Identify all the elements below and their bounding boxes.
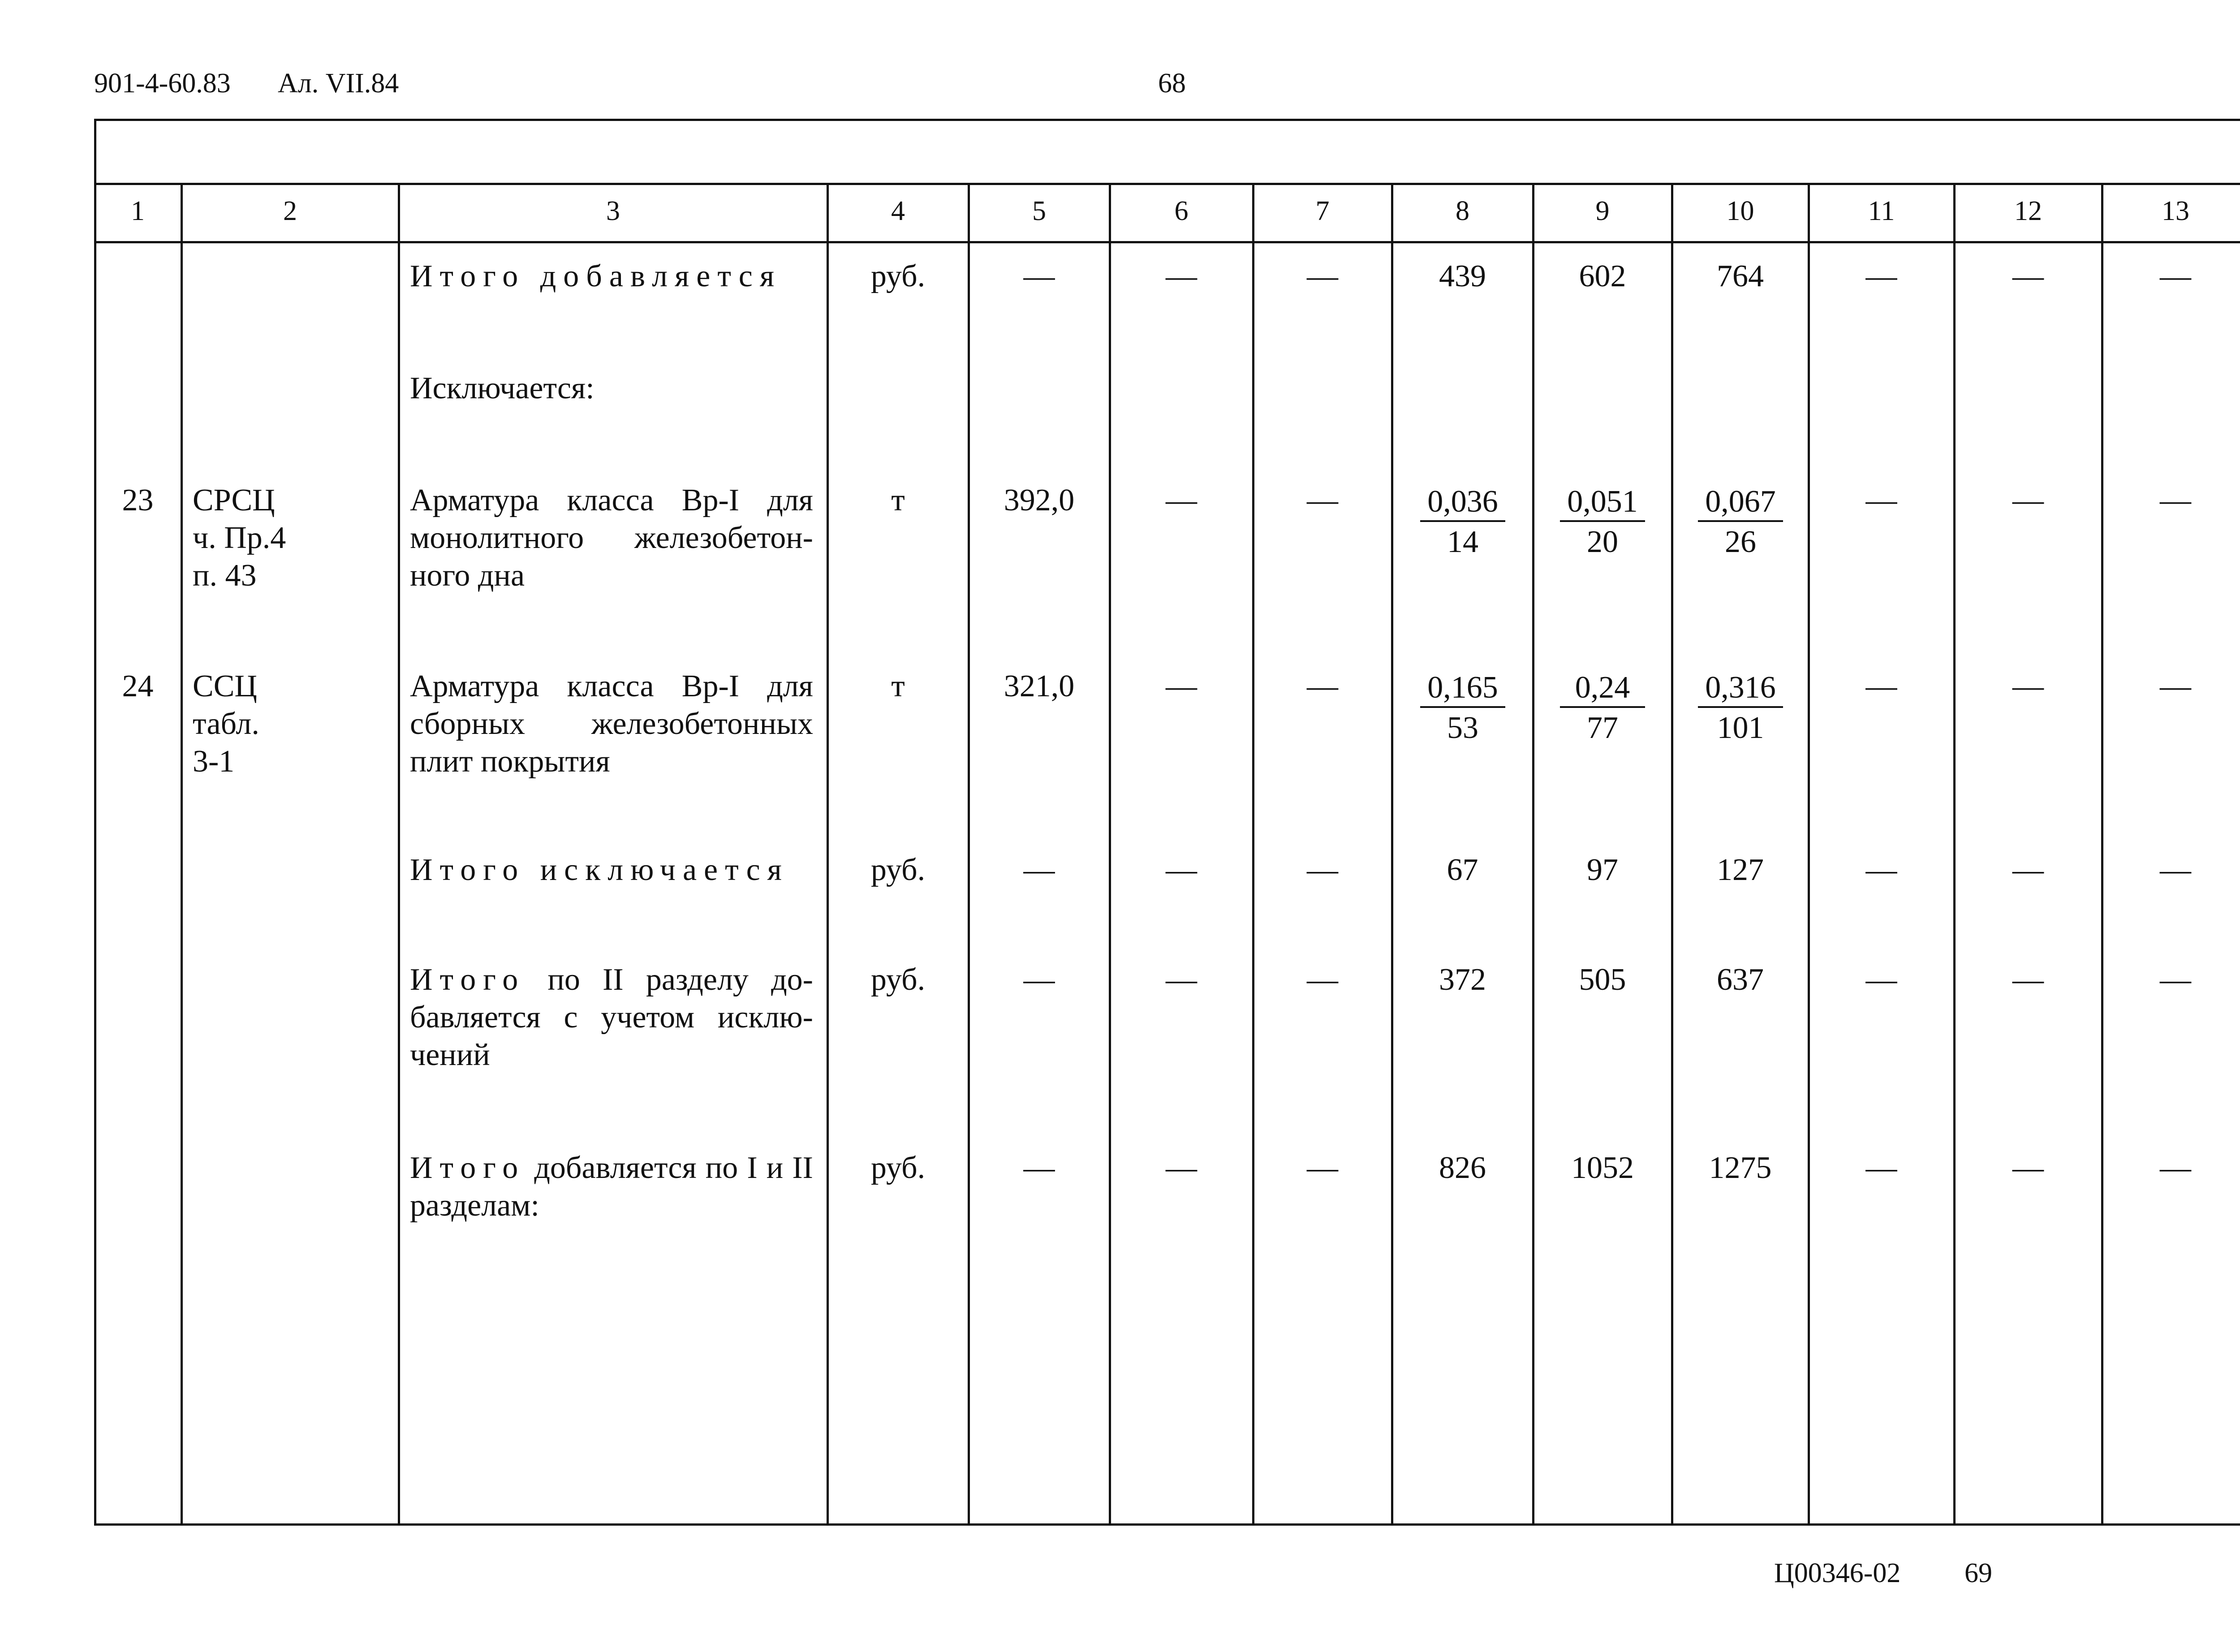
value-cell: — (1307, 853, 1338, 887)
description-rest: добавляется по I и II разделам: (410, 1151, 813, 1223)
value-cell: — (1166, 962, 1197, 997)
source-reference: 3-1 (193, 744, 235, 779)
fraction-numerator: 0,24 (1575, 670, 1630, 705)
value-cell: — (2012, 1151, 2044, 1185)
value-cell: — (1865, 962, 1897, 997)
total-word: Итого (410, 1151, 526, 1185)
value-cell: — (2160, 853, 2191, 887)
row-number: 24 (122, 669, 154, 703)
row-description: Арматура класса Вр-I для сборных железобетонных плит покрытия (410, 669, 813, 779)
fraction-numerator: 0,165 (1427, 670, 1498, 705)
total-word: Итого (410, 962, 526, 997)
source-reference: ч. Пр.4 (193, 521, 286, 555)
value-cell: — (1023, 962, 1055, 997)
value-cell: 67 (1447, 853, 1478, 887)
value-cell: 637 (1717, 962, 1764, 997)
column-number: 8 (1456, 196, 1469, 226)
fraction-numerator: 0,067 (1705, 484, 1776, 519)
value-cell: — (1166, 853, 1197, 887)
row-number: 23 (122, 483, 154, 518)
page-number: 68 (1158, 68, 1186, 99)
unit-cell: руб. (870, 1151, 926, 1185)
column-number: 11 (1868, 196, 1895, 226)
column-number: 3 (606, 196, 620, 226)
description-rest: по II разделу до- бавляется с учетом исклю- чений (410, 962, 813, 1072)
value-cell: — (2160, 1151, 2191, 1185)
column-number: 7 (1315, 196, 1330, 226)
column-number: 4 (891, 196, 905, 226)
value-cell: 127 (1717, 853, 1764, 887)
value-cell: — (2160, 483, 2191, 518)
fraction-denominator: 26 (1725, 525, 1756, 559)
column-number: 10 (1726, 196, 1754, 226)
column-number: 13 (2162, 196, 2189, 226)
column-number: 6 (1174, 196, 1189, 226)
row-description: Итого исключается (410, 853, 789, 887)
col-divider (398, 183, 400, 1526)
value-cell: — (2160, 962, 2191, 997)
fraction-denominator: 77 (1587, 711, 1618, 745)
value-cell: — (1865, 669, 1897, 703)
fraction-numerator: 0,051 (1567, 484, 1638, 519)
value-cell: — (2012, 259, 2044, 293)
row-description (410, 961, 813, 1074)
value-cell: 602 (1579, 259, 1626, 293)
fraction-denominator: 14 (1447, 525, 1478, 559)
unit-cell: руб. (870, 962, 926, 997)
value-cell: 826 (1439, 1151, 1486, 1185)
fraction-value (1696, 486, 1785, 558)
value-cell: — (1865, 1151, 1897, 1185)
source-reference: СРСЦ (193, 483, 275, 518)
value-cell: — (2012, 853, 2044, 887)
fraction-denominator: 53 (1447, 711, 1478, 745)
column-number: 1 (131, 196, 145, 226)
value-cell: — (2012, 483, 2044, 518)
value-cell: 439 (1439, 259, 1486, 293)
table-rule-top (94, 183, 2240, 185)
value-cell: — (1307, 962, 1338, 997)
unit-cell: руб. (870, 853, 926, 887)
fraction-value (1418, 672, 1508, 744)
fraction-value (1696, 672, 1785, 744)
column-number: 2 (283, 196, 297, 226)
value-cell: — (1307, 483, 1338, 518)
album-ref: Ал. VII.84 (278, 68, 399, 99)
column-number: 12 (2014, 196, 2042, 226)
value-cell: — (1865, 259, 1897, 293)
value-cell: — (1865, 483, 1897, 518)
row-description: Арматура класса Вр-I для монолитного железобетон- ного дна (410, 483, 813, 593)
fraction-value (1558, 672, 1647, 744)
table-rule-header (94, 241, 2240, 243)
fraction-denominator: 101 (1717, 711, 1764, 745)
value-cell: — (1023, 259, 1055, 293)
unit-cell: т (891, 669, 905, 703)
row-description (410, 1149, 813, 1225)
value-cell: — (1166, 669, 1197, 703)
fraction-numerator: 0,316 (1705, 670, 1776, 705)
value-cell: — (2160, 669, 2191, 703)
value-cell: — (1307, 669, 1338, 703)
footer-code: Ц00346-02 (1774, 1558, 1901, 1588)
value-cell: 505 (1579, 962, 1626, 997)
value-cell: — (2012, 962, 2044, 997)
unit-cell: т (891, 483, 905, 518)
column-number: 5 (1032, 196, 1046, 226)
row-description: Итого добавляется (410, 259, 782, 293)
column-number: 9 (1595, 196, 1610, 226)
table-frame (94, 119, 2240, 1526)
footer-page-number: 69 (1964, 1558, 1992, 1588)
doc-code: 901-4-60.83 (94, 68, 231, 99)
value-cell: — (1023, 1151, 1055, 1185)
value-cell: — (2012, 669, 2044, 703)
fraction-value (1418, 486, 1508, 558)
value-cell: — (1307, 259, 1338, 293)
value-cell: 372 (1439, 962, 1486, 997)
value-cell: — (1166, 1151, 1197, 1185)
col-divider (181, 183, 183, 1526)
value-cell: 321,0 (1004, 669, 1075, 703)
source-reference: п. 43 (193, 558, 257, 593)
value-cell: — (1166, 483, 1197, 518)
fraction-denominator: 20 (1587, 525, 1618, 559)
source-reference: ССЦ (193, 669, 257, 703)
value-cell: 392,0 (1004, 483, 1075, 518)
source-reference: табл. (193, 707, 259, 741)
value-cell: — (1023, 853, 1055, 887)
section-heading-excluded: Исключается: (410, 371, 594, 405)
value-cell: 97 (1587, 853, 1618, 887)
value-cell: — (1307, 1151, 1338, 1185)
value-cell: 1052 (1571, 1151, 1634, 1185)
fraction-numerator: 0,036 (1427, 484, 1498, 519)
value-cell: — (2160, 259, 2191, 293)
value-cell: — (1865, 853, 1897, 887)
unit-cell: руб. (870, 259, 926, 293)
fraction-value (1558, 486, 1647, 558)
value-cell: 764 (1717, 259, 1764, 293)
value-cell: 1275 (1709, 1151, 1772, 1185)
value-cell: — (1166, 259, 1197, 293)
